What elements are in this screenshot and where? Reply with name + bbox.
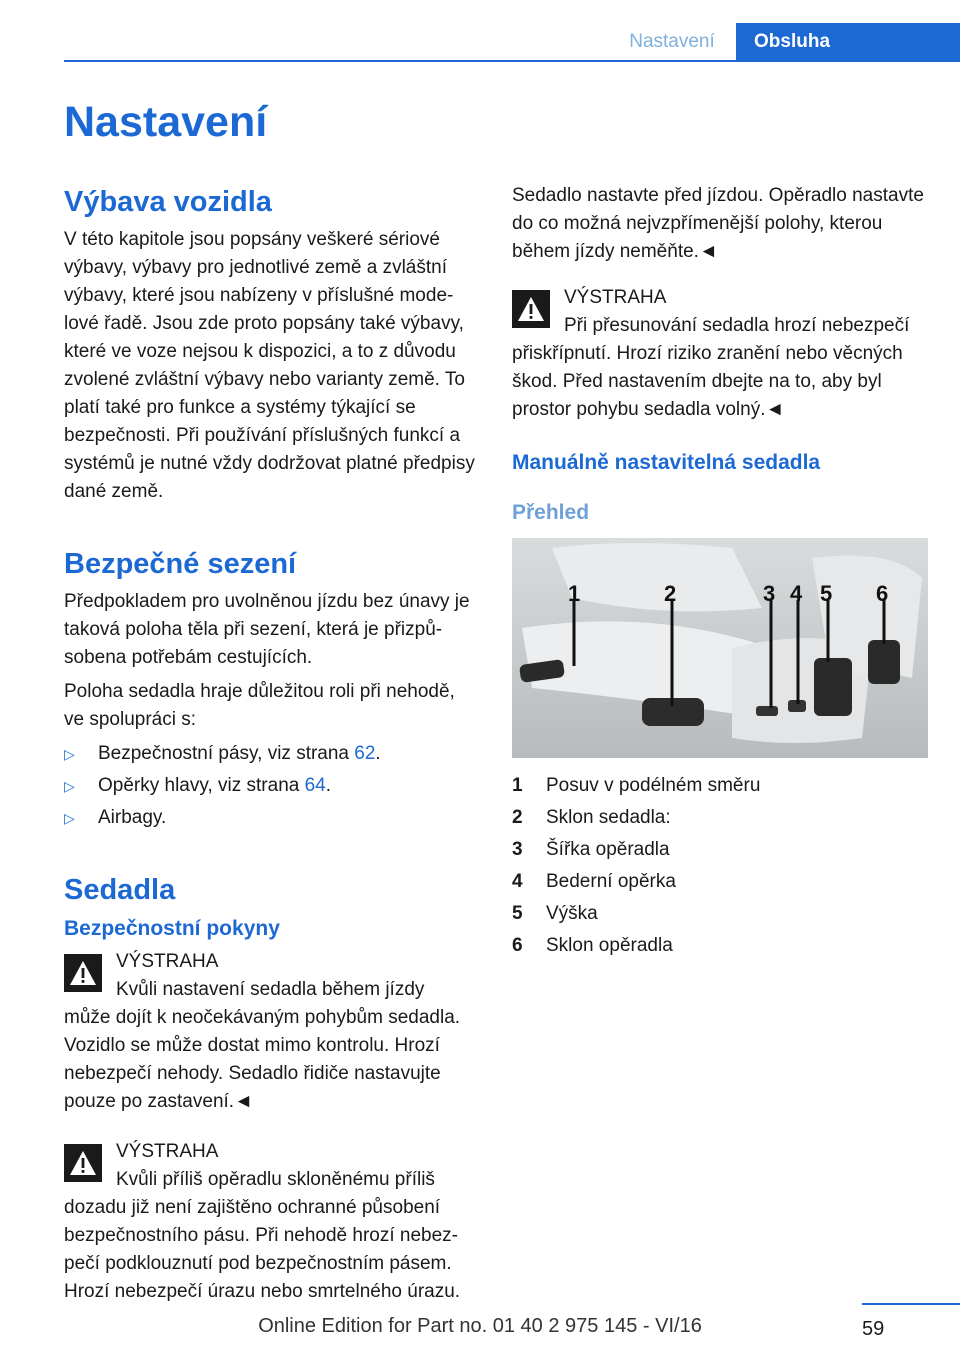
- warning-icon: [512, 290, 550, 328]
- legend-item: [512, 834, 928, 866]
- figure-label: 6: [876, 581, 889, 606]
- legend-number: 4: [512, 871, 523, 892]
- legend-number: 1: [512, 775, 523, 796]
- legend-text: Sklon opěradla: [546, 935, 673, 956]
- right-column: [512, 182, 928, 962]
- page-link-62[interactable]: 62: [354, 743, 376, 764]
- triangle-bullet-icon: ▷: [64, 810, 75, 826]
- figure-label: 1: [568, 581, 581, 606]
- warning-text-first: Kvůli nastavení sedadla během jízdy: [116, 979, 425, 1000]
- warning-title: VÝSTRAHA: [116, 1141, 219, 1162]
- legend-text: Bederní opěrka: [546, 871, 676, 892]
- list-item: [64, 772, 480, 800]
- legend-number: 3: [512, 839, 523, 860]
- warning-text-first: Při přesunování sedadla hrozí nebezpečí: [564, 315, 910, 336]
- warning-icon: [64, 1144, 102, 1182]
- warning-title: VÝSTRAHA: [564, 287, 667, 308]
- legend-text: Výška: [546, 903, 598, 924]
- heading-manualne-nastavitelna: Manuálně nastavitelná sedadla: [512, 451, 821, 474]
- figure-label: 2: [664, 581, 677, 606]
- legend-text: Posuv v podélném směru: [546, 775, 761, 796]
- warning-block-3: [512, 284, 928, 424]
- figure-label: 5: [820, 581, 833, 606]
- paragraph-vybava: V této kapitole jsou popsány veškeré sériové výbavy, výbavy pro jednotlivé země a zvláštní výbavy, které jsou nabízeny v příslušné modelové řadě. Jsou zde proto popsány také výbavy, které ve voze nejsou k dispozici, a to z důvodu zvolené zvláštní výbavy nebo varianty země. To platí také pro funkce a systémy týkající se bezpečnosti. Při používání příslušných funkcí a systémů je nutné vždy dodržovat platné předpisy dané země.: [64, 229, 475, 502]
- seat-controls-figure: [512, 538, 928, 758]
- footer-rule: [862, 1303, 960, 1305]
- legend-item: [512, 866, 928, 898]
- warning-text-rest: přiskřípnutí. Hrozí riziko zranění nebo věcných škod. Před nastavením dbejte na to, aby byl prostor pohybu sedadla volný.◄: [512, 343, 903, 420]
- header-rule: [64, 60, 960, 62]
- legend-text: Šířka opěradla: [546, 839, 670, 860]
- bullet-list: [64, 740, 480, 832]
- page-title: Nastavení: [64, 98, 268, 146]
- warning-block-1: [64, 948, 480, 1116]
- legend-list: [512, 770, 928, 962]
- footer-edition: Online Edition for Part no. 01 40 2 975 145 - VI/16: [258, 1315, 702, 1337]
- list-item-end: .: [375, 743, 381, 764]
- warning-text-first: Kvůli příliš opěradlu skloněnému příliš: [116, 1169, 435, 1190]
- figure-label: 3: [763, 581, 776, 606]
- legend-item: [512, 770, 928, 802]
- triangle-bullet-icon: ▷: [64, 778, 75, 794]
- list-item-text: Bezpečnostní pásy, viz strana: [98, 743, 355, 764]
- left-column: [64, 182, 480, 1306]
- legend-number: 5: [512, 903, 523, 924]
- page-link-64[interactable]: 64: [304, 775, 326, 796]
- tab-nastaveni[interactable]: Nastavení: [629, 31, 715, 52]
- warning-text-rest: může dojít k neočekávaným pohybům sedadla. Vozidlo se může dostat mimo kontrolu. Hrozí nebezpečí nehody. Sedadlo řidiče nastavujte pouze po zastavení.◄: [64, 1007, 461, 1112]
- legend-number: 2: [512, 807, 523, 828]
- page-number: 59: [862, 1318, 885, 1340]
- list-item-text: Airbagy.: [98, 807, 167, 828]
- legend-item: [512, 802, 928, 834]
- warning-icon: [64, 954, 102, 992]
- list-item: [64, 740, 480, 768]
- warning-text-rest: dozadu již není zajištěno ochranné působení bezpečnostního pásu. Při nehodě hrozí nebezpečí podklouznutí pod bezpečnostním pásem. Hrozí nebezpečí úrazu nebo smrtelného úrazu.: [64, 1197, 461, 1302]
- warning-block-2: [64, 1138, 480, 1306]
- list-item-text: Opěrky hlavy, viz strana: [98, 775, 305, 796]
- triangle-bullet-icon: ▷: [64, 746, 75, 762]
- heading-bezpecne-sezeni: Bezpečné sezení: [64, 548, 297, 580]
- heading-bezpecnostni-pokyny: Bezpečnostní pokyny: [64, 917, 280, 940]
- list-item-end: .: [325, 775, 332, 796]
- paragraph-bezpecne-1: Předpokladem pro uvolněnou jízdu bez únavy je taková poloha těla při sezení, která je přizpůsobena potřebám cestujících.: [64, 591, 470, 668]
- list-item: [64, 804, 480, 832]
- legend-number: 6: [512, 935, 523, 956]
- paragraph-intro: Sedadlo nastavte před jízdou. Opěradlo nastavte do co možná nejvzpřímenější polohy, kterou během jízdy neměňte.◄: [512, 185, 924, 262]
- paragraph-bezpecne-2: Poloha sedadla hraje důležitou roli při nehodě, ve spolupráci s:: [64, 681, 455, 730]
- legend-text: Sklon sedadla:: [546, 807, 671, 828]
- header-tabs: [608, 23, 960, 61]
- figure-label: 4: [790, 581, 803, 606]
- heading-sedadla: Sedadla: [64, 874, 176, 906]
- heading-vybava: Výbava vozidla: [64, 186, 272, 218]
- legend-item: [512, 930, 928, 962]
- legend-item: [512, 898, 928, 930]
- tab-obsluha[interactable]: Obsluha: [736, 23, 960, 61]
- heading-prehled: Přehled: [512, 501, 590, 524]
- warning-title: VÝSTRAHA: [116, 951, 219, 972]
